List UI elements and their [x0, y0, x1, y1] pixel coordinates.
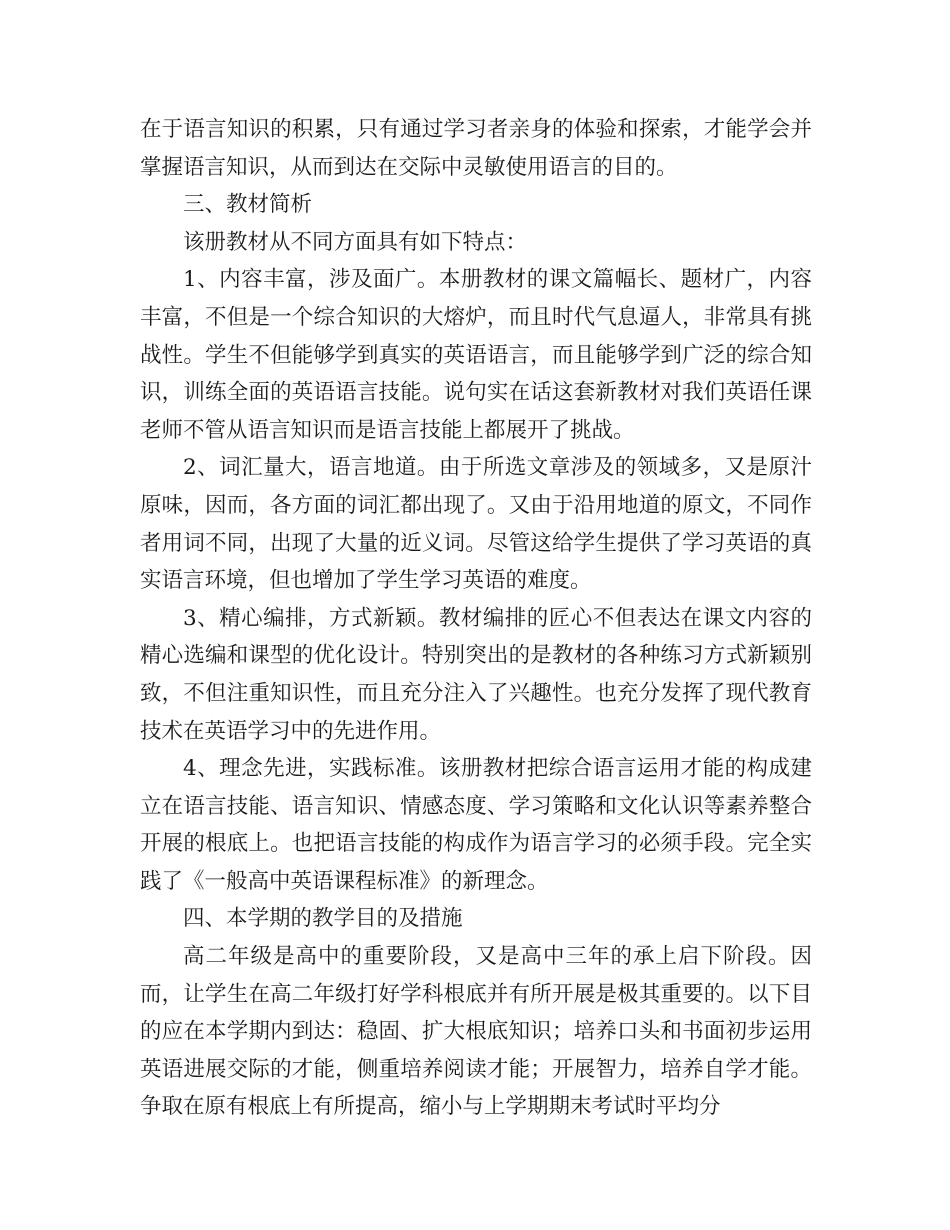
paragraph-continuation: 在于语言知识的积累，只有通过学习者亲身的体验和探索，才能学会并掌握语言知识，从而到达在交际中灵敏使用语言的目的。 [140, 117, 812, 180]
section-heading-teaching-goals: 四、本学期的教学目的及措施 [183, 906, 463, 932]
paragraph-feature-1: 1、内容丰富，涉及面广。本册教材的课文篇幅长、题材广，内容丰富，不但是一个综合知识的大熔炉，而且时代气息逼人，非常具有挑战性。学生不但能够学到真实的英语语言，而且能够学到广泛的综合知识，训练全面的英语语言技能。说句实在话这套新教材对我们英语任课老师不管从语言知识而是语言技能上都展开了挑战。 [140, 267, 812, 443]
document-page [140, 111, 812, 1126]
paragraph-teaching-goals: 高二年级是高中的重要阶段，又是高中三年的承上启下阶段。因而，让学生在高二年级打好学科根底并有所开展是极其重要的。以下目的应在本学期内到达：稳固、扩大根底知识；培养口头和书面初步运用英语进展交际的才能，侧重培养阅读才能；开展智力，培养自学才能。争取在原有根底上有所提高，缩小与上学期期末考试时平均分 [140, 944, 812, 1120]
paragraph-feature-3: 3、精心编排，方式新颖。教材编排的匠心不但表达在课文内容的精心选编和课型的优化设计。特别突出的是教材的各种练习方式新颖别致，不但注重知识性，而且充分注入了兴趣性。也充分发挥了现代教育技术在英语学习中的先进作用。 [140, 605, 812, 744]
section-heading-textbook-analysis: 三、教材简析 [183, 192, 313, 218]
paragraph-feature-4: 4、理念先进，实践标准。该册教材把综合语言运用才能的构成建立在语言技能、语言知识、情感态度、学习策略和文化认识等素养整合开展的根底上。也把语言技能的构成作为语言学习的必须手段。完全实践了《一般高中英语课程标准》的新理念。 [140, 756, 812, 894]
paragraph-features-intro: 该册教材从不同方面具有如下特点： [183, 229, 528, 255]
paragraph-feature-2: 2、词汇量大，语言地道。由于所选文章涉及的领域多，又是原汁原味，因而，各方面的词汇都出现了。又由于沿用地道的原文，不同作者用词不同，出现了大量的近义词。尽管这给学生提供了学习英语的真实语言环境，但也增加了学生学习英语的难度。 [140, 455, 812, 594]
